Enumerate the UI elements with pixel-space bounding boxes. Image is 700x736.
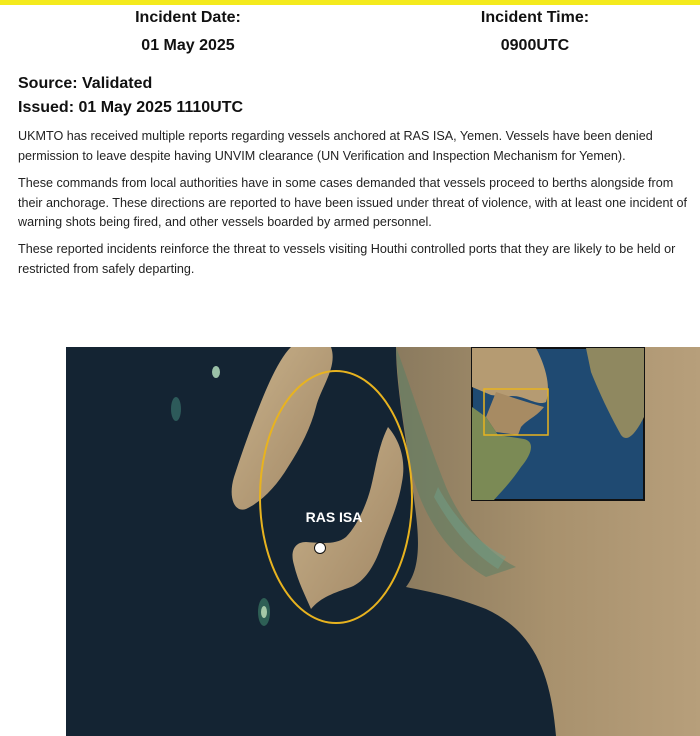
location-label: RAS ISA [305, 509, 363, 525]
islet-2 [171, 397, 181, 421]
incident-date-label: Incident Date: [135, 9, 241, 26]
incident-date-block [108, 4, 268, 60]
paragraph-3: These reported incidents reinforce the threat to vessels visiting Houthi controlled ports that they are likely to be held or restricted from safely departing. [18, 242, 676, 276]
islet-3-core [261, 606, 267, 618]
source-line: Source: Validated [18, 75, 153, 92]
incident-date-value: 01 May 2025 [141, 37, 235, 54]
inset-overview-map [472, 348, 644, 500]
incident-time-value: 0900UTC [500, 37, 570, 54]
islet-1 [212, 366, 220, 378]
incident-time-block [455, 4, 615, 60]
paragraph-1: UKMTO has received multiple reports regarding vessels anchored at RAS ISA, Yemen. Vessels have been denied permission to leave despite having UNVIM clearance (UN Verification and Inspection Mechanism for Yemen). [18, 129, 653, 163]
paragraph-2: These commands from local authorities have in some cases demanded that vessels proceed to berths alongside from their anchorage. These directions are reported to have been issued under threat of violence, with at least one incident of warning shots being fired, and other vessels boarded by armed personnel. [18, 176, 688, 229]
incident-time-label: Incident Time: [480, 9, 590, 26]
issued-line: Issued: 01 May 2025 1110UTC [18, 99, 244, 116]
incident-map [66, 347, 700, 736]
satellite-map-image [66, 347, 700, 736]
location-marker [315, 543, 326, 554]
